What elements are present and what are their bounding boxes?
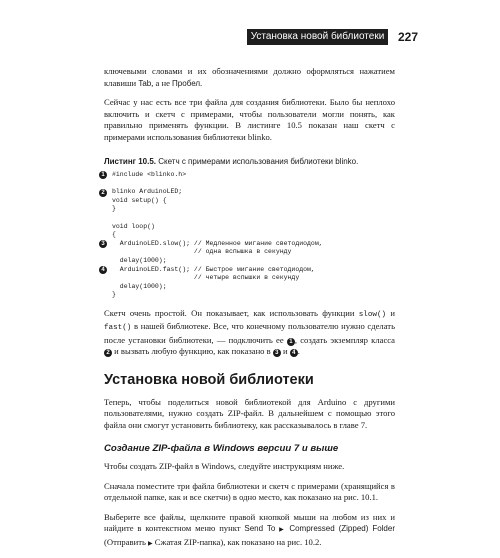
code-text: { [112, 231, 116, 239]
menu-compressed-folder: Compressed (Zipped) Folder [289, 524, 395, 534]
key-space: Пробел [172, 78, 201, 88]
code-text: delay(1000); [112, 282, 167, 290]
paragraph-zip-steps: Чтобы создать ZIP-файл в Windows, следуйте инструкциям ниже. [104, 461, 345, 472]
menu-send-to: Send To [244, 524, 276, 534]
code-marker-icon: 2 [99, 189, 107, 197]
listing-caption [104, 157, 395, 167]
code-line [104, 257, 395, 266]
listing-label: Листинг 10.5. [104, 157, 156, 166]
code-listing [101, 171, 395, 300]
page-number: 227 [398, 30, 419, 44]
code-line [104, 248, 395, 257]
code-text: void loop() [112, 222, 155, 230]
code-text: #include <blinko.h> [112, 171, 187, 178]
code-text: blinko ArduinoLED; [112, 188, 183, 196]
code-line [104, 205, 395, 214]
marker-1-icon: 1 [287, 338, 295, 346]
code-text: // четыре вспышки в секунду [112, 274, 300, 282]
code-line [104, 231, 395, 240]
code-marker-icon: 3 [99, 240, 107, 248]
paragraph-step-2: Выберите все файлы, щелкните правой кнопкой мыши на любом из них и найдите в контекстном меню пункт Send To ▶ Compressed (Zipped) Folder (Отправить ▶ Сжатая ZIP-папка), как показано на рис. 10.2. [104, 511, 395, 547]
code-inline-slow: slow() [358, 310, 387, 319]
marker-2-icon: 2 [104, 349, 112, 357]
code-line [101, 188, 395, 197]
paragraph-continuation: ключевыми словами и их обозначениями должно оформляться нажатием клавиши Tab, а не Пробел. [104, 66, 395, 88]
code-inline-fast: fast() [104, 324, 132, 333]
code-text: delay(1000); [112, 256, 167, 264]
code-text: ArduinoLED.fast(); // Быстрое мигание светодиодом, [112, 265, 315, 273]
code-marker-icon: 1 [99, 171, 107, 179]
code-text: } [112, 205, 116, 213]
paragraph-explanation: Скетч очень простой. Он показывает, как использовать функции slow() и fast() в нашей библиотеке. Все, что конечному пользователю нужно сделать после установки библиотеки, — подключить ее 1 , создать экземпляр класса 2 и вызвать любую функцию, как показано в 3 и 4 . [104, 307, 395, 357]
paragraph-zip-intro: Теперь, чтобы поделиться новой библиотекой для Arduino с другими пользователями, нужно создать ZIP-файл. В дальнейшем с помощью этого файла они смогут установить библиотеку, как рассказывалось в главе 7. [104, 396, 395, 430]
code-text: } [112, 291, 116, 299]
marker-4-icon: 4 [290, 349, 298, 357]
code-line [104, 274, 395, 283]
subsection-heading: Создание ZIP-файла в Windows версии 7 и выше [104, 443, 339, 455]
code-line [104, 283, 395, 292]
section-heading: Установка новой библиотеки [104, 371, 314, 388]
code-line [104, 180, 395, 189]
code-text: ArduinoLED.slow(); // Медленное мигание светодиодом, [112, 239, 323, 247]
code-text: // одна вспышка в секунду [112, 248, 292, 256]
key-tab: Tab [138, 78, 152, 88]
code-line [104, 223, 395, 232]
listing-title: Скетч с примерами использования библиотеки blinko. [156, 157, 359, 166]
page-content [101, 66, 395, 558]
code-line [104, 214, 395, 223]
marker-3-icon: 3 [273, 349, 281, 357]
code-line [101, 239, 395, 249]
code-marker-icon: 4 [99, 266, 107, 274]
menu-arrow-icon: ▶ [279, 527, 286, 534]
paragraph-intro: Сейчас у нас есть все три файла для создания библиотеки. Было бы неплохо включить и скетч с примерами, чтобы пользователи могли понять, как правильно применять функции. В листинге 10.5 показан наш скетч с примерами использования библиотеки blinko. [104, 97, 395, 142]
code-text: void setup() { [112, 196, 167, 204]
paragraph-step-1: Сначала поместите три файла библиотеки и скетч с примерами (хранящийся в отдельной папке, как и все скетчи) в одно место, как показано на рис. 10.1. [104, 480, 395, 503]
code-line [104, 197, 395, 206]
menu-arrow-icon: ▶ [148, 540, 153, 547]
code-line [101, 265, 395, 275]
code-line [104, 291, 395, 300]
code-line [101, 171, 395, 180]
running-header: Установка новой библиотеки [247, 29, 388, 45]
